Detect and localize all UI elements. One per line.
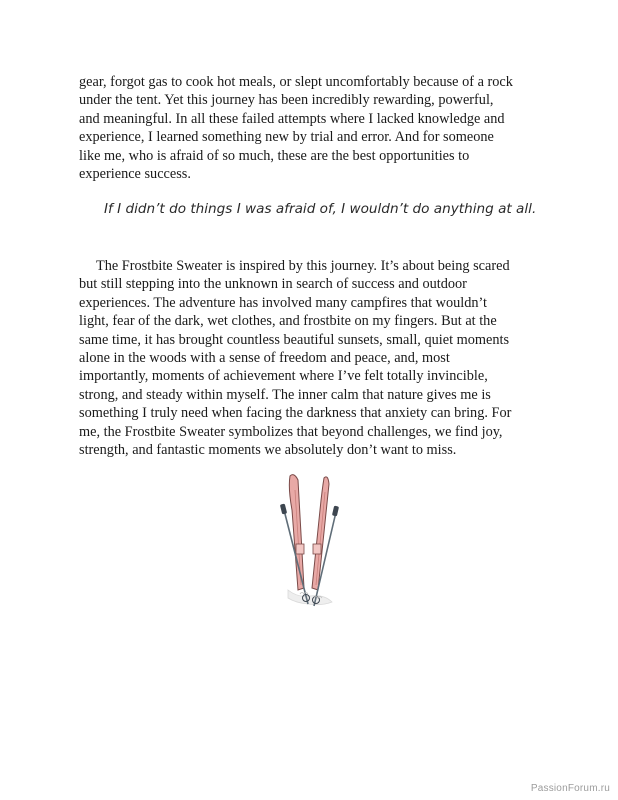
paragraph-line: same time, it has brought countless beautiful sunsets, small, quiet moments <box>79 331 510 348</box>
pull-quote: If I didn’t do things I was afraid of, I wouldn’t do anything at all. <box>104 201 537 217</box>
paragraph-line: light, fear of the dark, wet clothes, and frostbite on my fingers. But at the <box>79 313 497 330</box>
paragraph-line: and meaningful. In all these failed attempts where I lacked knowledge and <box>79 110 505 127</box>
paragraph-line: me, the Frostbite Sweater symbolizes that beyond challenges, we find joy, <box>79 423 503 440</box>
right-pole-grip <box>332 506 339 517</box>
right-ski <box>312 477 329 590</box>
paragraph-line: strong, and steady within myself. The inner calm that nature gives me is <box>79 386 491 403</box>
paragraph-line: experiences. The adventure has involved many campfires that wouldn’t <box>79 294 487 311</box>
paragraph-line: experience success. <box>79 166 191 183</box>
watermark: PassionForum.ru <box>530 783 610 794</box>
paragraph-line: like me, who is afraid of so much, these are the best opportunities to <box>79 147 470 164</box>
snow-tuft <box>300 593 308 595</box>
paragraph-line: alone in the woods with a sense of freedom and peace, and, most <box>79 350 450 367</box>
paragraph-line: strength, and fantastic moments we absolutely don’t want to miss. <box>79 442 457 459</box>
paragraph-line: experience, I learned something new by trial and error. And for someone <box>79 129 494 146</box>
paragraph-line: importantly, moments of achievement where I’ve felt totally invincible, <box>79 368 488 385</box>
paragraph-line: but still stepping into the unknown in search of success and outdoor <box>79 276 467 293</box>
body-paragraph-1 <box>79 73 539 183</box>
left-pole-grip <box>280 504 287 515</box>
left-binding <box>296 544 304 554</box>
body-paragraph-2 <box>79 257 539 459</box>
snow-patch <box>288 590 332 605</box>
paragraph-line: something I truly need when facing the darkness that anxiety can bring. For <box>79 405 512 422</box>
left-ski <box>289 475 304 590</box>
skis-and-poles-icon <box>274 470 346 620</box>
paragraph-line: The Frostbite Sweater is inspired by this journey. It’s about being scared <box>96 258 510 274</box>
paragraph-line: under the tent. Yet this journey has been incredibly rewarding, powerful, <box>79 92 494 109</box>
paragraph-line: gear, forgot gas to cook hot meals, or slept uncomfortably because of a rock <box>79 74 513 90</box>
right-binding <box>313 544 321 554</box>
